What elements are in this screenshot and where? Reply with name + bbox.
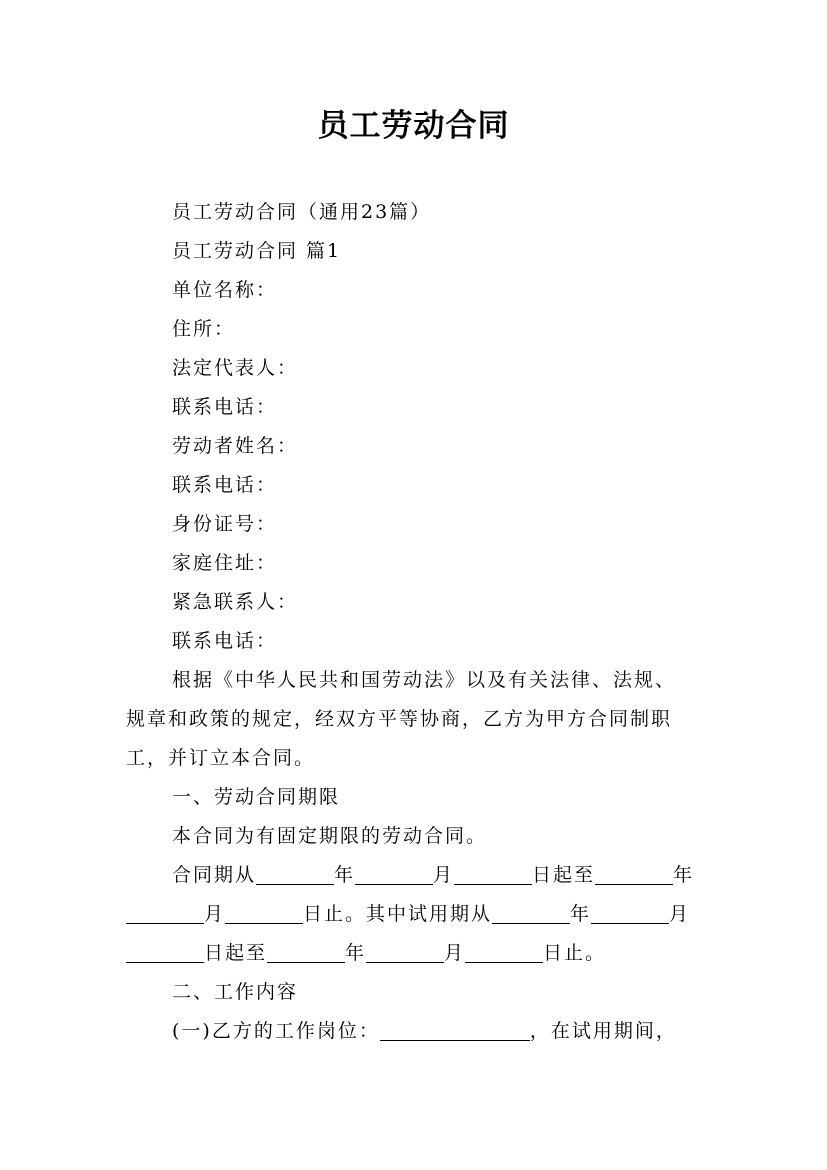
contract-term-line-2 [126,895,716,934]
blank-field [492,901,570,924]
field-label: 紧急联系人： [172,591,299,613]
blank-field [256,862,334,885]
month-label: 月 [669,903,691,925]
month-label: 月 [433,864,455,886]
blank-field [225,901,303,924]
year-label: 年 [673,864,695,886]
document-body [126,193,716,1051]
contract-term-line-3 [126,934,716,973]
field-label: 联系电话： [172,396,278,418]
day-label: 日止。 [543,942,607,964]
document-title: 员工劳动合同 [317,108,510,144]
section-heading: 二、工作内容 [172,981,299,1003]
day-label: 日起至 [532,864,596,886]
year-label: 年 [345,942,367,964]
month-label: 月 [444,942,466,964]
day-label: 日止。其中试用期从 [303,903,493,925]
field-label: 家庭住址： [172,552,278,574]
blank-field [126,901,204,924]
section-heading: 一、劳动合同期限 [172,786,341,808]
month-label: 月 [204,903,226,925]
blank-field [595,862,673,885]
job-suffix: ，在试用期间， [529,1020,677,1042]
paragraph-line: 本合同为有固定期限的劳动合同。 [172,825,488,847]
blank-field [267,940,345,963]
field-label: 单位名称： [172,279,278,301]
blank-field [380,1018,530,1041]
contract-term-line-1 [126,856,716,895]
term-prefix: 合同期从 [172,864,257,886]
blank-field [591,901,669,924]
day-label: 日起至 [204,942,268,964]
blank-field [465,940,543,963]
paragraph-line: 员工劳动合同 篇1 [172,240,342,262]
paragraph-line: 根据《中华人民共和国劳动法》以及有关法律、法规、 [172,669,677,691]
job-position-line [126,1012,716,1051]
field-label: 身份证号： [172,513,278,535]
field-label: 住所： [172,318,236,340]
paragraph-line: 员工劳动合同（通用23篇） [172,201,432,223]
paragraph-line: 规章和政策的规定，经双方平等协商，乙方为甲方合同制职 [126,708,673,730]
job-prefix: (一)乙方的工作岗位： [172,1020,380,1042]
blank-field [454,862,532,885]
field-label: 联系电话： [172,630,278,652]
blank-field [355,862,433,885]
blank-field [366,940,444,963]
year-label: 年 [570,903,592,925]
blank-field [126,940,204,963]
field-label: 联系电话： [172,474,278,496]
field-label: 劳动者姓名： [172,435,299,457]
year-label: 年 [334,864,356,886]
field-label: 法定代表人： [172,357,299,379]
paragraph-line: 工，并订立本合同。 [126,747,316,769]
